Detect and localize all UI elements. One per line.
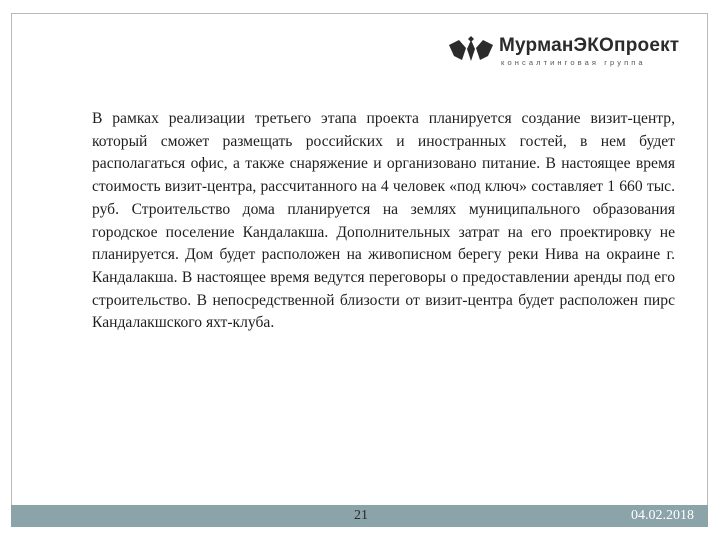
body-paragraph: В рамках реализации третьего этапа проекта планируется создание визит-центр, который сможет размещать российских и иностранных гостей, в нем будет располагаться офис, а также снаряжение и организовано питание. В настоящее время стоимость визит-центра, рассчитанного на 4 человек «под ключ» составляет 1 660 тыс. руб. Строительство дома планируется на землях муниципального образования городское поселение Кандалакша. Дополнительных затрат на его проектировку не планируется. Дом будет расположен на живописном берегу реки Нива на окраине г. Кандалакша. В настоящее время ведутся переговоры о предоставлении аренды под его строительство. В непосредственной близости от визит-центра будет расположен пирс Кандалакшского яхт-клуба. <box>92 110 675 332</box>
logo-title: МурманЭКОпроект <box>499 35 680 56</box>
page-number: 21 <box>354 508 368 523</box>
company-logo <box>447 34 687 70</box>
slide-date: 04.02.2018 <box>631 508 694 523</box>
logo-subtitle: консалтинговая группа <box>501 58 646 67</box>
eagle-wings-icon <box>447 36 495 62</box>
